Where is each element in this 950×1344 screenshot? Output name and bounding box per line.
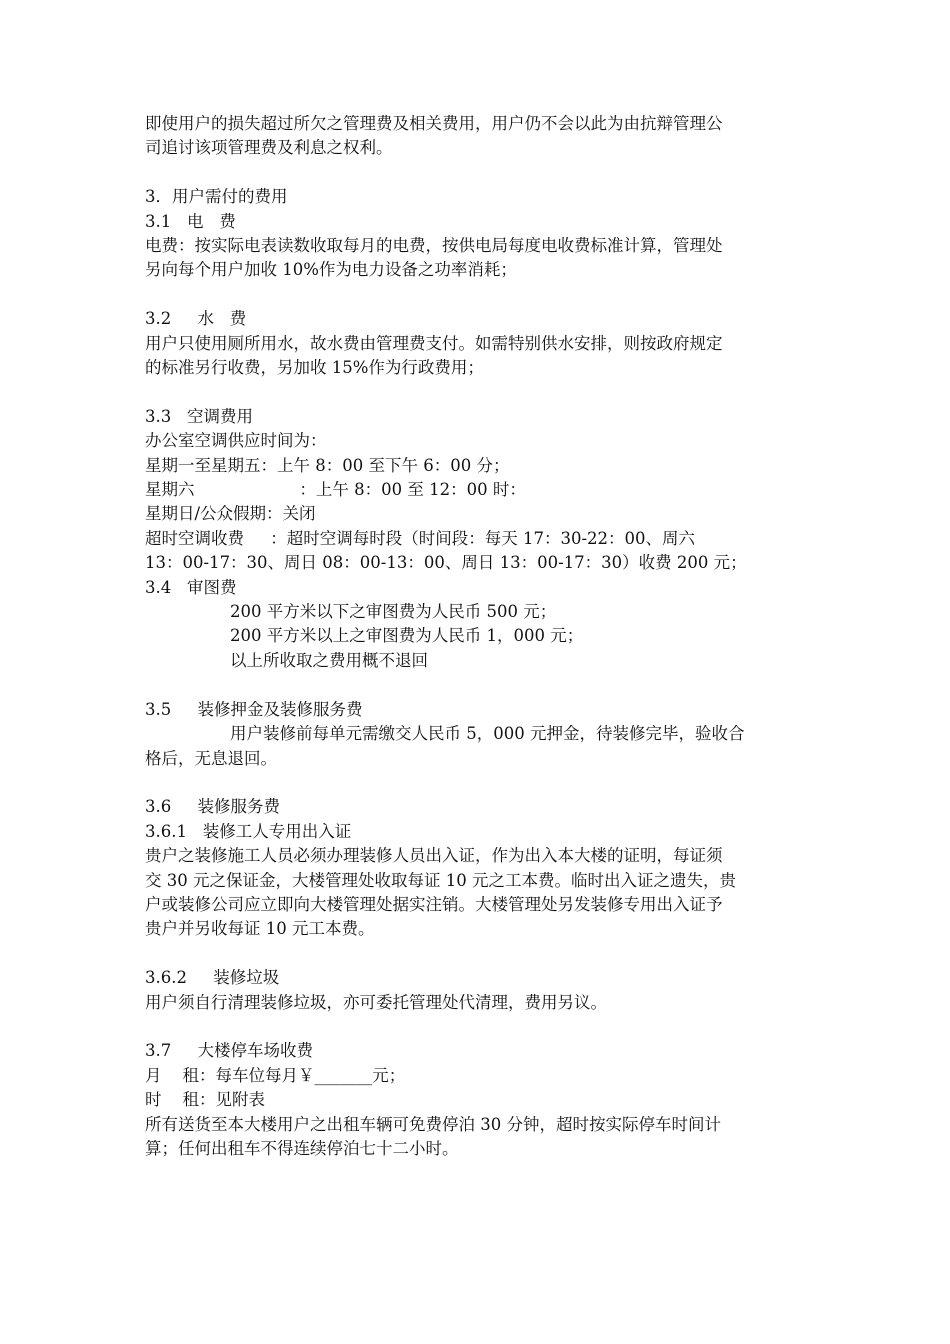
paragraph-line: 司追讨该项管理费及利息之权利。 bbox=[145, 138, 393, 158]
paragraph-line: 星期一至星期五：上午 8：00 至下午 6：00 分； bbox=[145, 455, 510, 475]
subsection-heading: 3.4 审图费 bbox=[145, 577, 237, 597]
subsection-heading: 3.6.2 装修垃圾 bbox=[145, 968, 280, 988]
subsection-heading: 3.6.1 装修工人专用出入证 bbox=[145, 821, 352, 841]
paragraph-line: 用户须自行清理装修垃圾，亦可委托管理处代清理，费用另议。 bbox=[145, 992, 607, 1012]
paragraph-line: 所有送货至本大楼用户之出租车辆可免费停泊 30 分钟，超时按实际停车时间计 bbox=[145, 1114, 721, 1134]
paragraph-line: 的标准另行收费，另加收 15%作为行政费用； bbox=[145, 358, 484, 378]
paragraph-line: 星期日/公众假期：关闭 bbox=[145, 504, 316, 524]
paragraph-line: 星期六 ：上午 8：00 至 12：00 时： bbox=[145, 480, 526, 500]
paragraph-line: 贵户并另收每证 10 元工本费。 bbox=[145, 919, 375, 939]
paragraph-line: 电费：按实际电表读数收取每月的电费，按供电局每度电收费标准计算，管理处 bbox=[145, 236, 723, 256]
paragraph-line: 用户只使用厕所用水，故水费由管理费支付。如需特别供水安排，则按政府规定 bbox=[145, 333, 723, 353]
paragraph-line: 即使用户的损失超过所欠之管理费及相关费用，用户仍不会以此为由抗辩管理公 bbox=[145, 114, 723, 133]
paragraph-line: 超时空调收费 ：超时空调每时段（时间段：每天 17：30-22：00、周六 bbox=[145, 528, 696, 548]
paragraph-line: 200 平方米以下之审图费为人民币 500 元； bbox=[230, 602, 557, 622]
paragraph-line: 另向每个用户加收 10%作为电力设备之功率消耗； bbox=[145, 260, 517, 280]
subsection-heading: 3.1 电 费 bbox=[145, 211, 236, 231]
paragraph-line: 交 30 元之保证金，大楼管理处收取每证 10 元之工本费。临时出入证之遗失，贵 bbox=[145, 870, 736, 890]
subsection-heading: 3.6 装修服务费 bbox=[145, 797, 280, 817]
paragraph-line: 算；任何出租车不得连续停泊七十二小时。 bbox=[145, 1138, 459, 1158]
document-page bbox=[145, 112, 825, 1161]
paragraph-line: 13：00-17：30、周日 08：00-13：00、周日 13：00-17：30）收费 200 元； bbox=[145, 553, 747, 573]
paragraph-line: 以上所收取之费用概不退回 bbox=[230, 650, 428, 670]
paragraph-line: 户或装修公司应立即向大楼管理处据实注销。大楼管理处另发装修专用出入证予 bbox=[145, 894, 723, 914]
section-heading: 3．用户需付的费用 bbox=[145, 187, 288, 207]
paragraph-line: 用户装修前每单元需缴交人民币 5，000 元押金，待装修完毕，验收合 bbox=[230, 724, 745, 744]
subsection-heading: 3.2 水 费 bbox=[145, 309, 247, 329]
paragraph-line: 格后，无息退回。 bbox=[145, 748, 277, 768]
paragraph-line: 办公室空调供应时间为： bbox=[145, 431, 327, 451]
subsection-heading: 3.3 空调费用 bbox=[145, 406, 253, 426]
paragraph-line: 贵户之装修施工人员必须办理装修人员出入证，作为出入本大楼的证明，每证须 bbox=[145, 846, 723, 866]
paragraph-line: 时 租：见附表 bbox=[145, 1090, 265, 1110]
paragraph-line: 月 租：每车位每月￥_______元； bbox=[145, 1065, 406, 1085]
subsection-heading: 3.7 大楼停车场收费 bbox=[145, 1041, 313, 1061]
subsection-heading: 3.5 装修押金及装修服务费 bbox=[145, 699, 363, 719]
paragraph-line: 200 平方米以上之审图费为人民币 1，000 元； bbox=[230, 626, 584, 646]
